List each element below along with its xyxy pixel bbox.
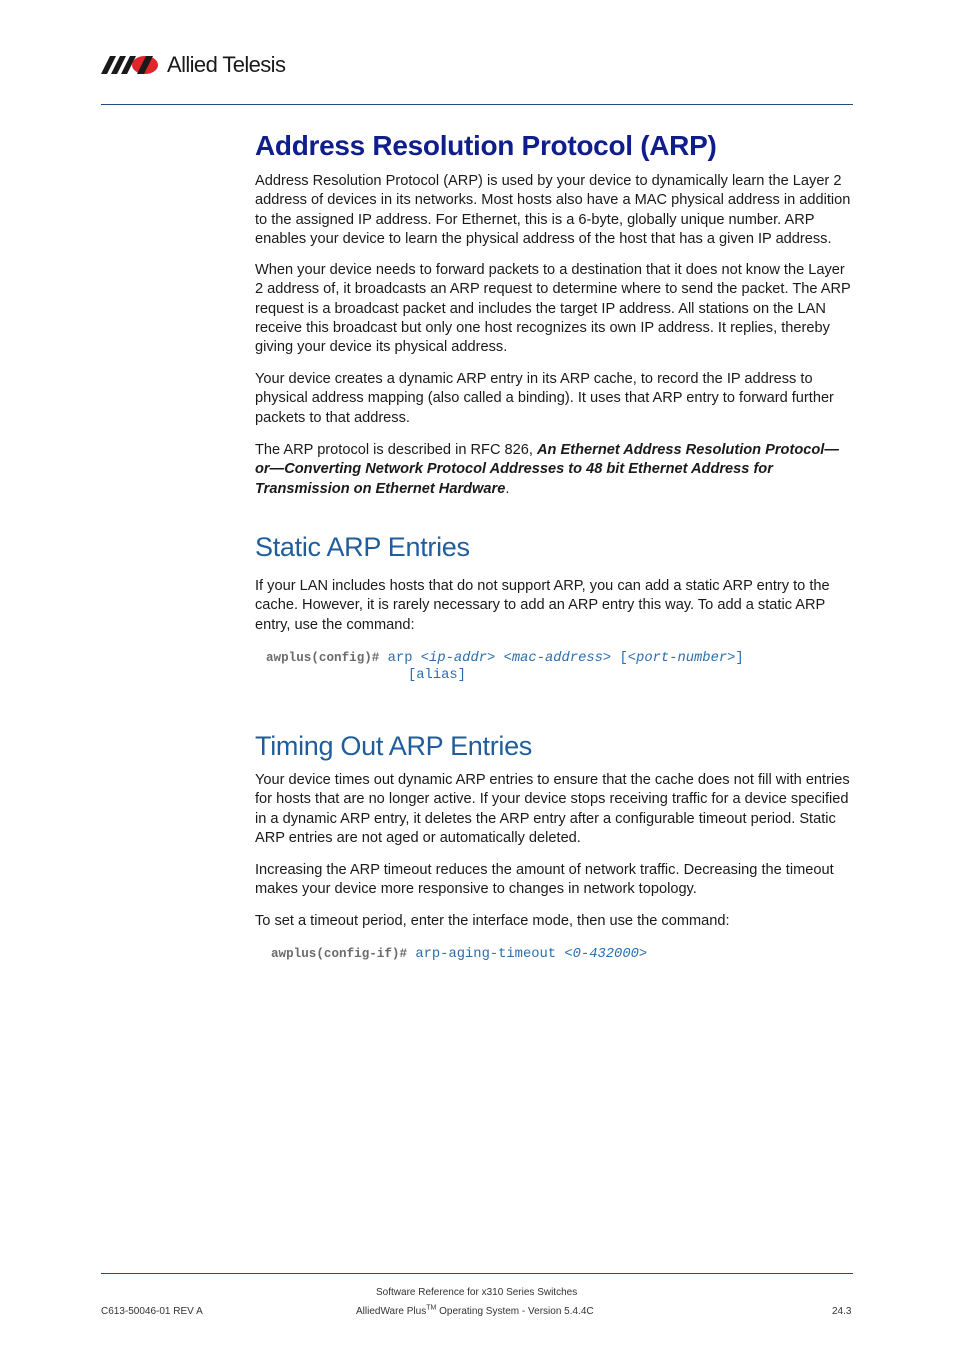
allied-telesis-logo [101, 50, 285, 80]
command-param-timeout: <0-432000> [564, 947, 648, 962]
timing-arp-paragraph-2: Increasing the ARP timeout reduces the amount of network traffic. Decreasing the timeout makes your device more responsive to changes in network topology. [255, 862, 834, 898]
timing-arp-paragraph-1: Your device times out dynamic ARP entries to ensure that the cache does not fill with entries for hosts that are no longer active. If your device stops receiving traffic for a device specified in a dynamic ARP entry, it deletes the ARP entry after a configurable timeout period. Static ARP entries are not aged or automatically deleted. [255, 772, 850, 846]
page-title: Address Resolution Protocol (ARP) [255, 130, 717, 161]
footer-doc-id: C613-50046-01 REV A [101, 1306, 203, 1317]
footer-page-number: 24.3 [832, 1306, 852, 1317]
footer-tm: TM [426, 1304, 437, 1312]
static-arp-paragraph: If your LAN includes hosts that do not support ARP, you can add a static ARP entry to the cache. However, it is rarely necessary to add an ARP entry this way. To add a static ARP entry, use the command: [255, 578, 830, 633]
command-keyword: arp-aging-timeout [415, 947, 557, 962]
header-rule [101, 104, 853, 105]
timing-arp-command [271, 946, 647, 963]
command-prompt: awplus(config-if)# [271, 947, 408, 961]
command-keyword: arp [387, 651, 413, 666]
command-prompt: awplus(config)# [266, 651, 380, 665]
command-param-ip: <ip-addr> [420, 651, 496, 666]
logo-text: Allied Telesis [167, 52, 286, 77]
footer-os-version [356, 1306, 594, 1317]
footer-os-version-text: Operating System - Version 5.4.4C [436, 1306, 594, 1317]
static-arp-command-line-2 [408, 667, 466, 684]
command-param-port: port-number [636, 651, 728, 666]
intro-paragraph-4 [255, 441, 853, 499]
footer-rule [101, 1273, 853, 1274]
static-arp-heading: Static ARP Entries [255, 532, 470, 562]
command-opt-open: [< [619, 651, 637, 666]
footer-os-name: AlliedWare Plus [356, 1306, 427, 1317]
static-arp-command [266, 650, 744, 667]
command-opt-close: >] [727, 651, 744, 666]
command-param-mac: <mac-address> [503, 651, 612, 666]
allied-telesis-logo-mark-icon [101, 54, 163, 76]
timing-arp-heading: Timing Out ARP Entries [255, 731, 533, 761]
rfc-text: The ARP protocol is described in RFC 826, [255, 442, 538, 458]
rfc-title: An Ethernet Address Resolution Protocol—or—Converting Network Protocol Addresses to 48 bit Ethernet Address for Transmission on Ethernet Hardware [255, 442, 839, 497]
timing-arp-paragraph-3: To set a timeout period, enter the interface mode, then use the command: [255, 913, 730, 929]
footer-doc-title: Software Reference for x310 Series Switches [376, 1287, 578, 1298]
intro-paragraph-1: Address Resolution Protocol (ARP) is used by your device to dynamically learn the Layer 2 address of devices in its networks. Most hosts also have a MAC physical address in addition to the assigned IP address. For Ethernet, this is a 6-byte, globally unique number. ARP enables your device to learn the physical address of the host that has a given IP address. [255, 173, 851, 247]
rfc-suffix: . [505, 480, 510, 497]
intro-paragraph-3: Your device creates a dynamic ARP entry in its ARP cache, to record the IP address to physical address mapping (also called a binding). It uses that ARP entry to forward further packets to that address. [255, 371, 834, 426]
command-alias: [alias] [408, 668, 466, 683]
intro-paragraph-2: When your device needs to forward packets to a destination that it does not know the Layer 2 address of, it broadcasts an ARP request to determine where to send the packet. The ARP request is a broadcast packet and includes the target IP address. All stations on the LAN receive this broadcast but only one host recognizes its own IP address. It replies, thereby giving your device its physical address. [255, 262, 851, 356]
